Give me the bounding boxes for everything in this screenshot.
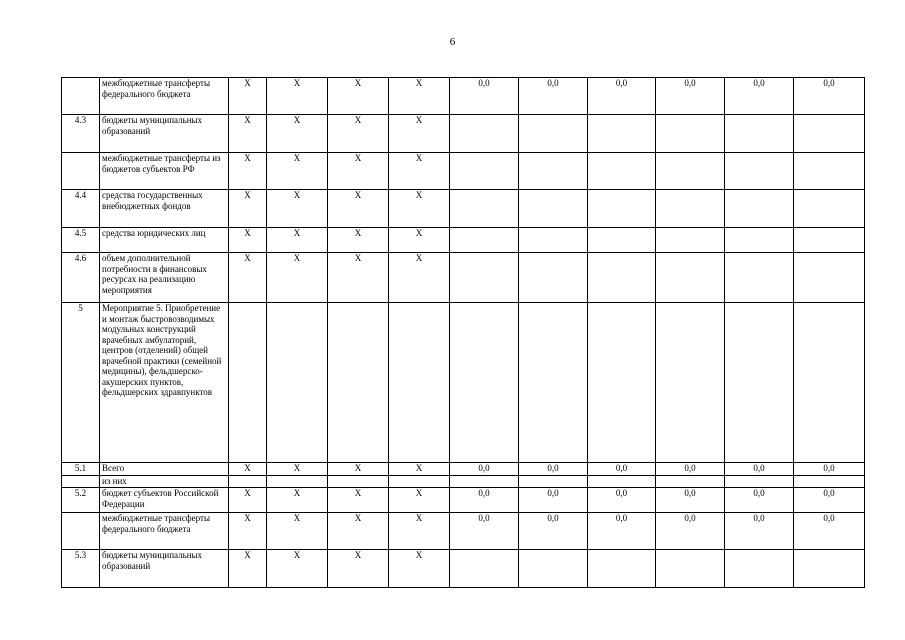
row-number-cell: 5 bbox=[62, 303, 100, 463]
x-cell: X bbox=[389, 513, 450, 550]
value-cell bbox=[588, 190, 656, 228]
row-number-cell: 4.5 bbox=[62, 228, 100, 253]
value-cell bbox=[725, 115, 794, 153]
value-cell bbox=[588, 476, 656, 488]
table-row bbox=[62, 253, 865, 303]
table-row bbox=[62, 463, 865, 476]
value-cell: 0,0 bbox=[519, 463, 588, 476]
value-cell: 0,0 bbox=[794, 78, 865, 115]
x-cell: X bbox=[389, 78, 450, 115]
value-cell: 0,0 bbox=[725, 488, 794, 513]
value-cell bbox=[450, 303, 519, 463]
value-cell bbox=[794, 153, 865, 190]
value-cell bbox=[519, 476, 588, 488]
table-row bbox=[62, 303, 865, 463]
value-cell bbox=[656, 115, 725, 153]
value-cell: 0,0 bbox=[588, 488, 656, 513]
row-name-cell: средства юридических лиц bbox=[100, 228, 229, 253]
x-cell: X bbox=[229, 513, 267, 550]
row-name-cell: Всего bbox=[100, 463, 229, 476]
row-number-cell: 5.1 bbox=[62, 463, 100, 476]
x-cell: X bbox=[229, 488, 267, 513]
x-cell: X bbox=[229, 115, 267, 153]
value-cell: 0,0 bbox=[519, 78, 588, 115]
x-cell bbox=[328, 303, 389, 463]
value-cell: 0,0 bbox=[794, 513, 865, 550]
value-cell: 0,0 bbox=[450, 463, 519, 476]
value-cell: 0,0 bbox=[588, 463, 656, 476]
table-row bbox=[62, 153, 865, 190]
value-cell: 0,0 bbox=[588, 513, 656, 550]
table-row bbox=[62, 228, 865, 253]
value-cell bbox=[519, 550, 588, 588]
value-cell bbox=[450, 253, 519, 303]
value-cell bbox=[725, 476, 794, 488]
value-cell bbox=[519, 153, 588, 190]
value-cell: 0,0 bbox=[450, 488, 519, 513]
value-cell bbox=[450, 153, 519, 190]
x-cell: X bbox=[267, 253, 328, 303]
x-cell: X bbox=[389, 550, 450, 588]
value-cell: 0,0 bbox=[588, 78, 656, 115]
table-body bbox=[62, 78, 865, 588]
x-cell: X bbox=[267, 78, 328, 115]
value-cell bbox=[656, 303, 725, 463]
value-cell: 0,0 bbox=[519, 488, 588, 513]
value-cell bbox=[656, 476, 725, 488]
page-number: 6 bbox=[449, 36, 456, 48]
value-cell bbox=[450, 550, 519, 588]
table-row bbox=[62, 476, 865, 488]
value-cell: 0,0 bbox=[656, 463, 725, 476]
value-cell bbox=[794, 303, 865, 463]
value-cell bbox=[519, 190, 588, 228]
value-cell bbox=[588, 115, 656, 153]
value-cell bbox=[725, 190, 794, 228]
value-cell bbox=[519, 253, 588, 303]
value-cell: 0,0 bbox=[656, 488, 725, 513]
x-cell bbox=[389, 303, 450, 463]
x-cell: X bbox=[267, 488, 328, 513]
x-cell: X bbox=[389, 488, 450, 513]
value-cell bbox=[588, 153, 656, 190]
value-cell bbox=[725, 153, 794, 190]
value-cell bbox=[794, 550, 865, 588]
value-cell: 0,0 bbox=[725, 78, 794, 115]
value-cell bbox=[656, 153, 725, 190]
row-name-cell: бюджеты муниципальных образований bbox=[100, 115, 229, 153]
value-cell: 0,0 bbox=[450, 513, 519, 550]
row-name-cell: межбюджетные трансферты федерального бюджета bbox=[100, 78, 229, 115]
row-number-cell bbox=[62, 476, 100, 488]
x-cell: X bbox=[267, 115, 328, 153]
x-cell bbox=[267, 303, 328, 463]
value-cell bbox=[450, 228, 519, 253]
value-cell bbox=[450, 476, 519, 488]
x-cell: X bbox=[328, 78, 389, 115]
value-cell bbox=[588, 228, 656, 253]
x-cell: X bbox=[229, 228, 267, 253]
value-cell bbox=[794, 253, 865, 303]
value-cell bbox=[794, 228, 865, 253]
table-row bbox=[62, 78, 865, 115]
value-cell bbox=[588, 253, 656, 303]
row-name-cell: из них bbox=[100, 476, 229, 488]
row-number-cell bbox=[62, 78, 100, 115]
value-cell bbox=[450, 190, 519, 228]
value-cell: 0,0 bbox=[656, 78, 725, 115]
value-cell bbox=[450, 115, 519, 153]
x-cell: X bbox=[389, 190, 450, 228]
value-cell bbox=[588, 303, 656, 463]
row-number-cell: 5.3 bbox=[62, 550, 100, 588]
x-cell: X bbox=[389, 115, 450, 153]
row-name-cell: межбюджетные трансферты федерального бюджета bbox=[100, 513, 229, 550]
value-cell bbox=[519, 228, 588, 253]
x-cell: X bbox=[267, 190, 328, 228]
row-name-cell: средства государственных внебюджетных фондов bbox=[100, 190, 229, 228]
x-cell: X bbox=[389, 253, 450, 303]
x-cell: X bbox=[328, 115, 389, 153]
x-cell: X bbox=[267, 513, 328, 550]
row-number-cell: 4.6 bbox=[62, 253, 100, 303]
value-cell: 0,0 bbox=[656, 513, 725, 550]
value-cell bbox=[656, 550, 725, 588]
row-number-cell: 4.3 bbox=[62, 115, 100, 153]
value-cell bbox=[656, 190, 725, 228]
x-cell: X bbox=[389, 228, 450, 253]
value-cell bbox=[519, 115, 588, 153]
value-cell bbox=[725, 303, 794, 463]
table-row bbox=[62, 513, 865, 550]
x-cell: X bbox=[328, 253, 389, 303]
row-number-cell: 5.2 bbox=[62, 488, 100, 513]
x-cell: X bbox=[267, 463, 328, 476]
value-cell bbox=[794, 476, 865, 488]
value-cell bbox=[656, 253, 725, 303]
value-cell: 0,0 bbox=[794, 488, 865, 513]
row-name-cell: объем дополнительной потребности в финансовых ресурсах на реализацию мероприятия bbox=[100, 253, 229, 303]
x-cell: X bbox=[229, 463, 267, 476]
x-cell: X bbox=[328, 463, 389, 476]
row-name-cell: Мероприятие 5. Приобретение и монтаж быстровозводимых модульных конструкций врачебных амбулаторий, центров (отделений) общей врачебной практики (семейной медицины), фельдшерско-акушерских пунктов, фельдшерских здравпунктов bbox=[100, 303, 229, 463]
x-cell: X bbox=[328, 550, 389, 588]
x-cell: X bbox=[389, 153, 450, 190]
x-cell: X bbox=[328, 190, 389, 228]
x-cell bbox=[389, 476, 450, 488]
x-cell bbox=[328, 476, 389, 488]
x-cell: X bbox=[328, 228, 389, 253]
value-cell: 0,0 bbox=[450, 78, 519, 115]
x-cell: X bbox=[328, 153, 389, 190]
table-row bbox=[62, 550, 865, 588]
x-cell bbox=[267, 476, 328, 488]
x-cell: X bbox=[229, 153, 267, 190]
x-cell: X bbox=[229, 253, 267, 303]
value-cell bbox=[725, 228, 794, 253]
row-name-cell: бюджеты муниципальных образований bbox=[100, 550, 229, 588]
value-cell: 0,0 bbox=[794, 463, 865, 476]
table-row bbox=[62, 488, 865, 513]
row-number-cell: 4.4 bbox=[62, 190, 100, 228]
value-cell bbox=[794, 190, 865, 228]
x-cell: X bbox=[267, 550, 328, 588]
value-cell bbox=[519, 303, 588, 463]
x-cell: X bbox=[328, 513, 389, 550]
value-cell bbox=[656, 228, 725, 253]
value-cell: 0,0 bbox=[725, 463, 794, 476]
x-cell: X bbox=[229, 550, 267, 588]
row-name-cell: межбюджетные трансферты из бюджетов субъектов РФ bbox=[100, 153, 229, 190]
value-cell: 0,0 bbox=[519, 513, 588, 550]
value-cell: 0,0 bbox=[725, 513, 794, 550]
value-cell bbox=[725, 550, 794, 588]
x-cell: X bbox=[328, 488, 389, 513]
table-row bbox=[62, 115, 865, 153]
row-number-cell bbox=[62, 153, 100, 190]
row-name-cell: бюджет субъектов Российской Федерации bbox=[100, 488, 229, 513]
x-cell: X bbox=[267, 228, 328, 253]
row-number-cell bbox=[62, 513, 100, 550]
x-cell bbox=[229, 303, 267, 463]
budget-table bbox=[61, 77, 865, 588]
table-row bbox=[62, 190, 865, 228]
x-cell: X bbox=[389, 463, 450, 476]
x-cell: X bbox=[229, 78, 267, 115]
x-cell bbox=[229, 476, 267, 488]
x-cell: X bbox=[267, 153, 328, 190]
x-cell: X bbox=[229, 190, 267, 228]
value-cell bbox=[588, 550, 656, 588]
value-cell bbox=[794, 115, 865, 153]
value-cell bbox=[725, 253, 794, 303]
